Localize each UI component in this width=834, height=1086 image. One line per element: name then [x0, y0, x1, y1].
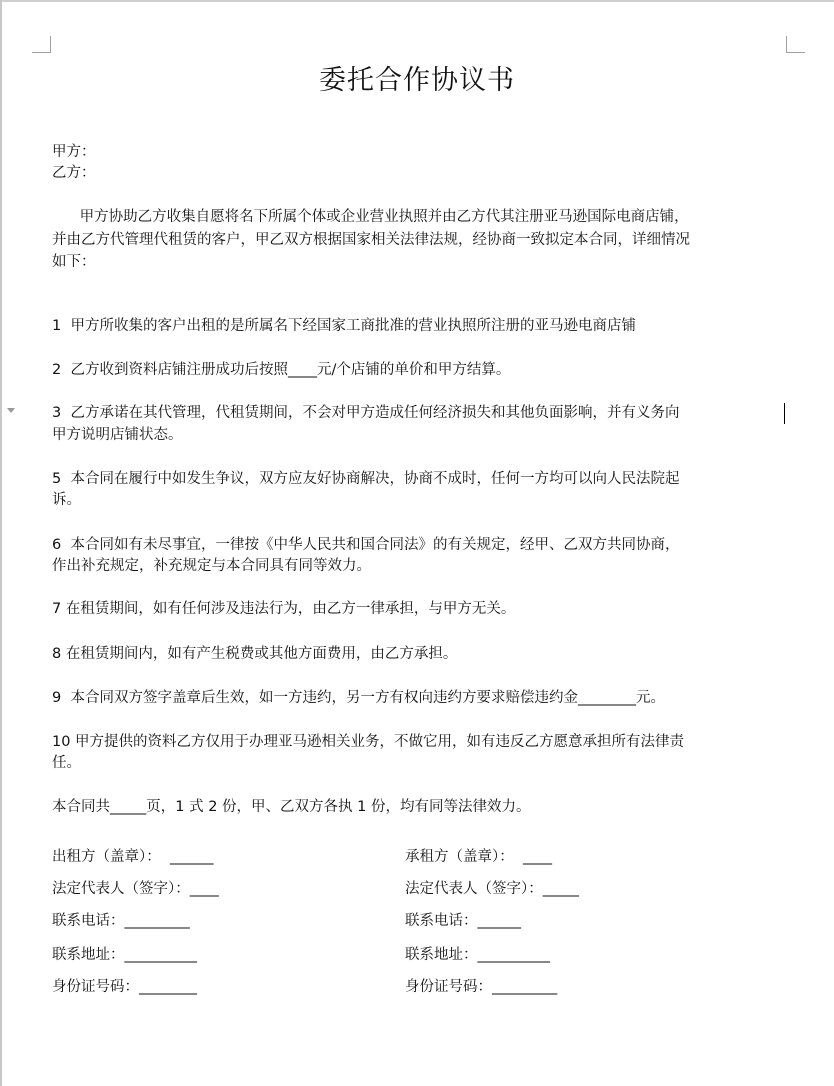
- clause-3-cont: 甲方说明店铺状态。: [52, 427, 183, 443]
- lessee-id-field: 身份证号码：_________: [405, 979, 558, 995]
- clause-10-cont: 任。: [52, 755, 81, 771]
- clause-5: 5 本合同在履行中如发生争议，双方应友好协商解决，协商不成时，任何一方均可以向人民法院起: [52, 471, 680, 487]
- margin-corner-mark-top-left: [32, 36, 51, 53]
- party-b-label: 乙方：: [52, 165, 96, 181]
- lessee-representative-field: 法定代表人（签字）：_____: [405, 881, 579, 897]
- lessor-address-field: 联系地址：__________: [52, 947, 197, 963]
- lessee-seal-field: 承租方（盖章）： ____: [405, 849, 552, 865]
- lessor-seal-field: 出租方（盖章）： ______: [52, 849, 214, 865]
- clause-5-cont: 诉。: [52, 492, 81, 508]
- clause-7: 7 在租赁期间，如有任何涉及违法行为，由乙方一律承担，与甲方无关。: [52, 601, 516, 617]
- lessor-representative-field: 法定代表人（签字）：____: [52, 881, 219, 897]
- clause-9: 9 本合同双方签字盖章后生效，如一方违约，另一方有权向违约方要求赔偿违约金________元。: [52, 690, 665, 706]
- page-left-edge: [0, 0, 2, 1086]
- intro-line: 并由乙方代管理代租赁的客户，甲乙双方根据国家相关法律法规，经协商一致拟定本合同，详细情况: [52, 232, 690, 248]
- clause-8: 8 在租赁期间内，如有产生税费或其他方面费用，由乙方承担。: [52, 646, 458, 662]
- lessee-address-field: 联系地址：__________: [405, 947, 550, 963]
- clause-3: 3 乙方承诺在其代管理，代租赁期间，不会对甲方造成任何经济损失和其他负面影响，并有义务向: [52, 405, 680, 421]
- paragraph-collapse-arrow-icon[interactable]: [7, 408, 15, 413]
- clause-2: 2 乙方收到资料店铺注册成功后按照____元/个店铺的单价和甲方结算。: [52, 362, 511, 378]
- clause-10: 10 甲方提供的资料乙方仅用于办理亚马逊相关业务，不做它用，如有违反乙方愿意承担所有法律责: [52, 734, 685, 750]
- lessor-id-field: 身份证号码：________: [52, 979, 197, 995]
- margin-corner-mark-top-right: [786, 36, 805, 53]
- document-title: 委托合作协议书: [319, 65, 515, 96]
- closing-statement: 本合同共_____页，1 式 2 份，甲、乙双方各执 1 份，均有同等法律效力。: [52, 799, 531, 815]
- intro-line: 甲方协助乙方收集自愿将名下所属个体或企业营业执照并由乙方代其注册亚马逊国际电商店铺，: [52, 209, 689, 225]
- intro-line: 如下：: [52, 254, 96, 270]
- clause-6: 6 本合同如有未尽事宜，一律按《中华人民共和国合同法》的有关规定，经甲、乙双方共同协商，: [52, 537, 680, 553]
- page-top-edge: [0, 0, 834, 2]
- lessee-phone-field: 联系电话：______: [405, 913, 521, 929]
- text-cursor: [784, 403, 785, 424]
- party-a-label: 甲方：: [52, 144, 96, 160]
- clause-6-cont: 作出补充规定，补充规定与本合同具有同等效力。: [52, 558, 371, 574]
- clause-1: 1 甲方所收集的客户出租的是所属名下经国家工商批准的营业执照所注册的亚马逊电商店铺: [52, 318, 636, 334]
- lessor-phone-field: 联系电话：_________: [52, 913, 190, 929]
